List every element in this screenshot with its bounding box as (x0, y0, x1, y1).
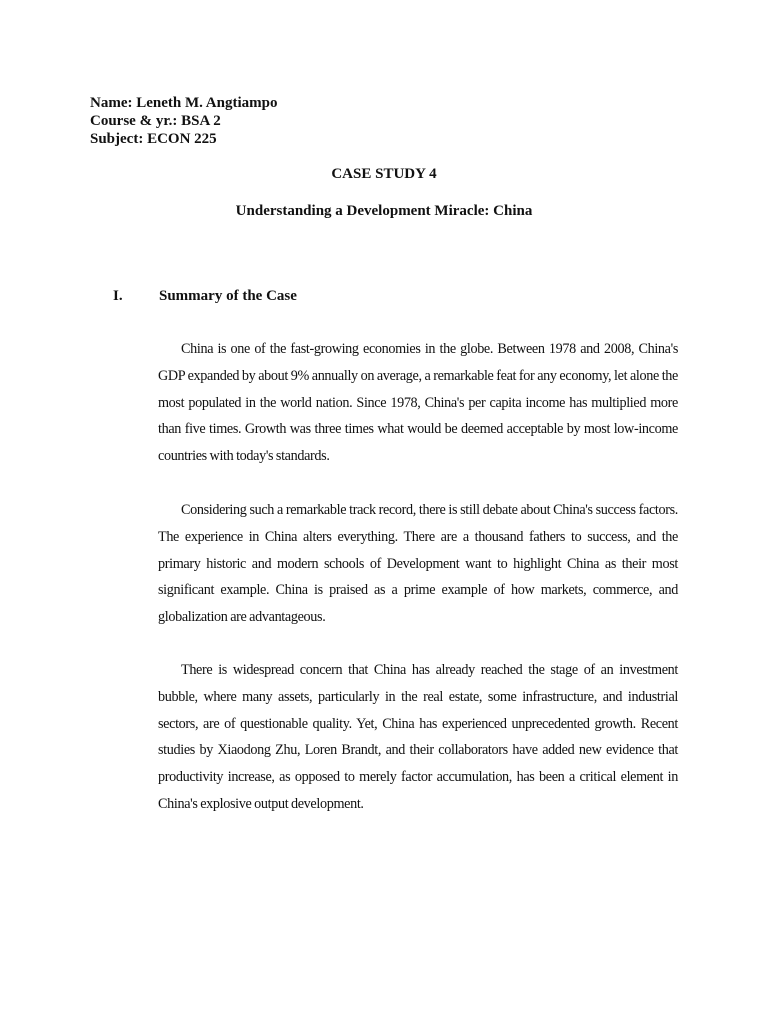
section-title: Summary of the Case (159, 288, 297, 304)
student-name: Name: Leneth M. Angtiampo (90, 95, 278, 111)
section-heading (113, 287, 297, 305)
course-year: Course & yr.: BSA 2 (90, 113, 221, 129)
paragraph-3: There is widespread concern that China has already reached the stage of an investment bubble, where many assets, particularly in the real estate, some infrastructure, and industrial sectors, are of questionable quality. Yet, China has experienced unprecedented growth. Recent studies by Xiaodong Zhu, Loren Brandt, and their collaborators have added new evidence that productivity increase, as opposed to merely factor accumulation, has been a critical element in China's explosive output development. (158, 662, 678, 812)
subject: Subject: ECON 225 (90, 131, 217, 147)
case-study-title: CASE STUDY 4 (331, 166, 437, 182)
section-number: I. (113, 288, 123, 304)
paragraph-1: China is one of the fast-growing economies in the globe. Between 1978 and 2008, China's GDP expanded by about 9% annually on average, a remarkable feat for any economy, let alone the most populated in the world nation. Since 1978, China's per capita income has multiplied more than five times. Growth was three times what would be deemed acceptable by most low-income countries with today's standards. (158, 341, 678, 465)
student-info-header (90, 94, 278, 148)
case-study-subtitle: Understanding a Development Miracle: China (235, 203, 533, 219)
paragraph-2: Considering such a remarkable track record, there is still debate about China's success factors. The experience in China alters everything. There are a thousand fathers to success, and the primary historic and modern schools of Development want to highlight China as their most significant example. China is praised as a prime example of how markets, commerce, and globalization are advantageous. (158, 502, 678, 626)
